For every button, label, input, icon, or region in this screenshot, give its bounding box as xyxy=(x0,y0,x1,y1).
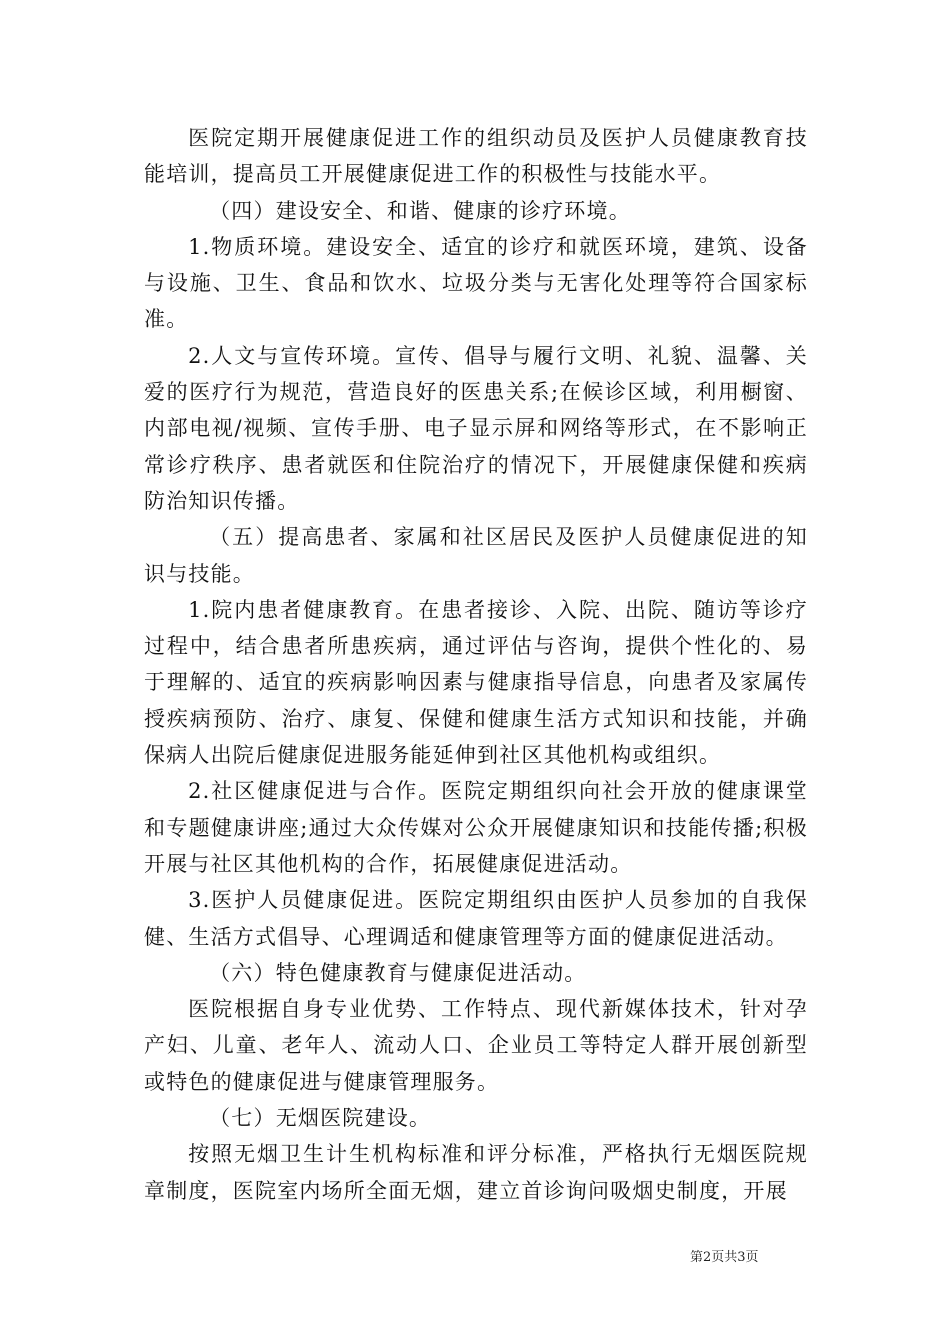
paragraph: 按照无烟卫生计生机构标准和评分标准，严格执行无烟医院规章制度，医院室内场所全面无烟，建立首诊询问吸烟史制度，开展 xyxy=(144,1142,808,1203)
paragraph: 1.院内患者健康教育。在患者接诊、入院、出院、随访等诊疗过程中，结合患者所患疾病，通过评估与咨询，提供个性化的、易于理解的、适宜的疾病影响因素与健康指导信息，向患者及家属传授疾病预防、治疗、康复、保健和健康生活方式知识和技能，并确保病人出院后健康促进服务能延伸到社区其他机构或组织。 xyxy=(144,597,808,768)
paragraph: 1.物质环境。建设安全、适宜的诊疗和就医环境，建筑、设备与设施、卫生、食品和饮水、垃圾分类与无害化处理等符合国家标准。 xyxy=(144,234,808,332)
section-heading: （四）建设安全、和谐、健康的诊疗环境。 xyxy=(209,198,631,223)
paragraph: 医院定期开展健康促进工作的组织动员及医护人员健康教育技能培训，提高员工开展健康促进工作的积极性与技能水平。 xyxy=(144,126,808,187)
paragraph: 2.人文与宣传环境。宣传、倡导与履行文明、礼貌、温馨、关爱的医疗行为规范，营造良好的医患关系;在候诊区域，利用橱窗、内部电视/视频、宣传手册、电子显示屏和网络等形式，在不影响正常诊疗秩序、患者就医和住院治疗的情况下，开展健康保健和疾病防治知识传播。 xyxy=(144,343,808,513)
section-heading: （六）特色健康教育与健康促进活动。 xyxy=(209,960,587,985)
paragraph: 医院根据自身专业优势、工作特点、现代新媒体技术，针对孕产妇、儿童、老年人、流动人口、企业员工等特定人群开展创新型或特色的健康促进与健康管理服务。 xyxy=(144,997,808,1094)
document-body xyxy=(144,120,808,1209)
paragraph: 3.医护人员健康促进。医院定期组织由医护人员参加的自我保健、生活方式倡导、心理调适和健康管理等方面的健康促进活动。 xyxy=(144,888,808,949)
section-heading: （五）提高患者、家属和社区居民及医护人员健康促进的知识与技能。 xyxy=(144,525,808,586)
paragraph: 2.社区健康促进与合作。医院定期组织向社会开放的健康课堂和专题健康讲座;通过大众传媒对公众开展健康知识和技能传播;积极开展与社区其他机构的合作，拓展健康促进活动。 xyxy=(144,779,808,876)
page-number: 第2页共3页 xyxy=(690,1250,759,1265)
section-heading: （七）无烟医院建设。 xyxy=(209,1106,432,1131)
